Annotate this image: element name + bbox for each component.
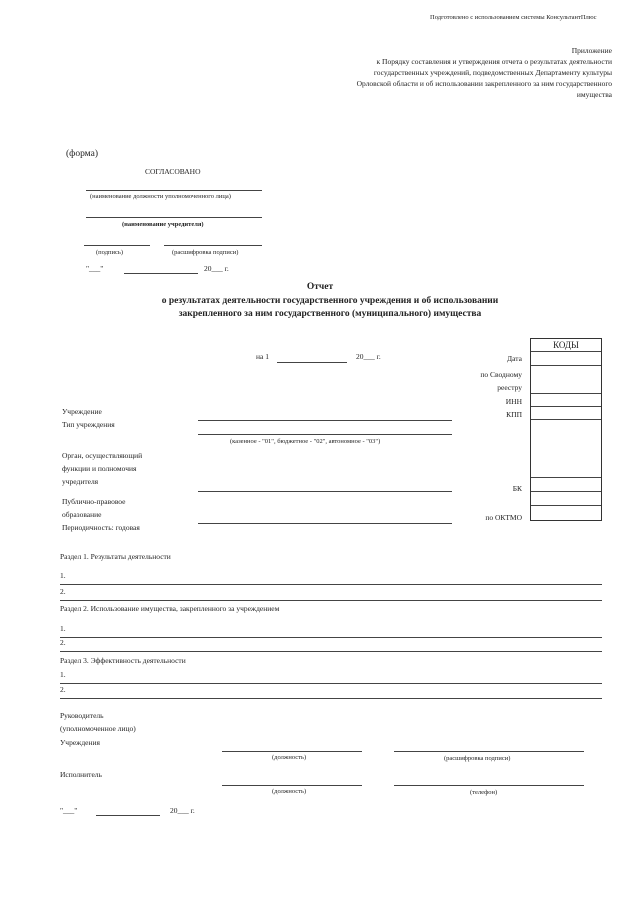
report-date-line [277,362,347,363]
field-organ-1: Орган, осуществляющий [62,451,143,460]
sign-head-2: (уполномоченное лицо) [60,724,136,733]
organ-line[interactable] [198,491,452,492]
agreed-date-quote: "___" [86,264,104,273]
appendix-line-1: к Порядку составления и утверждения отчета о результатах деятельности [376,57,612,66]
head-position-line[interactable] [222,751,362,752]
head-position-hint: (должность) [272,754,307,761]
agreed-date-line [124,273,198,274]
section-3-line-1[interactable] [60,683,602,684]
section-2-title: Раздел 2. Использование имущества, закрепленного за учреждением [60,604,280,613]
type-hint: (казенное - "01", бюджетное - "02", автономное - "03") [230,438,381,445]
code-kpp-cell[interactable] [531,406,601,419]
founder-hint: (наименование учредителя) [122,221,204,228]
field-periodicity: Периодичность: годовая [62,523,140,532]
founder-line [86,217,262,218]
section-2-item-1: 1. [60,624,66,633]
code-organ-cell[interactable] [531,419,601,477]
sign-date-line[interactable] [96,815,160,816]
sign-date-quote: "___" [60,806,78,815]
code-date-cell[interactable] [531,351,601,365]
section-3-line-2[interactable] [60,698,602,699]
code-public-cell[interactable] [531,491,601,505]
report-title: Отчет [306,282,334,292]
codes-table [530,338,602,521]
codes-label-bk: БК [512,484,522,493]
institution-line[interactable] [198,420,452,421]
report-subtitle-1: о результатах деятельности государственного учреждения и об использовании [161,296,499,306]
codes-label-kpp: КПП [506,410,522,419]
field-institution: Учреждение [62,407,102,416]
section-3-item-2: 2. [60,685,66,694]
decode-line [164,245,262,246]
decode-hint: (расшифровка подписи) [172,249,239,256]
form-label: (форма) [66,149,99,159]
report-date-prefix: на 1 [256,352,269,361]
appendix-line-2: государственных учреждений, подведомственных Департаменту культуры [373,68,612,77]
section-1-line-2[interactable] [60,600,602,601]
executor-phone-hint: (телефон) [470,789,498,796]
signature-hint: (подпись) [96,249,123,256]
section-1-item-1: 1. [60,571,66,580]
section-2-line-2[interactable] [60,651,602,652]
agreed-date-year: 20___ г. [204,264,229,273]
report-date-year: 20___ г. [356,352,381,361]
executor-position-line[interactable] [222,785,362,786]
head-decode-hint: (расшифровка подписи) [444,755,511,762]
section-1-line-1[interactable] [60,584,602,585]
sign-date-year: 20___ г. [170,806,195,815]
top-note: Подготовлено с использованием системы КонсультантПлюс [430,14,597,21]
field-type: Тип учреждения [62,420,115,429]
sign-head-1: Руководитель [60,711,104,720]
field-public-1: Публично-правовое [62,497,126,506]
field-organ-3: учредителя [62,477,99,486]
codes-label-date: Дата [507,354,522,363]
report-subtitle-2: закрепленного за ним государственного (муниципального) имущества [178,309,482,319]
section-1-title: Раздел 1. Результаты деятельности [60,552,171,561]
sign-executor: Исполнитель [60,770,102,779]
code-oktmo-cell[interactable] [531,505,601,520]
type-line[interactable] [198,434,452,435]
section-3-title: Раздел 3. Эффективность деятельности [60,656,186,665]
code-bk-cell[interactable] [531,477,601,491]
executor-phone-line[interactable] [394,785,584,786]
executor-position-hint: (должность) [272,788,307,795]
section-3-item-1: 1. [60,670,66,679]
codes-label-inn: ИНН [505,397,522,406]
codes-label-oktmo: по ОКТМО [485,513,522,522]
section-1-item-2: 2. [60,587,66,596]
signature-line [84,245,150,246]
codes-label-registry-2: реестру [497,383,522,392]
field-public-2: образование [62,510,102,519]
position-line [86,190,262,191]
sign-head-3: Учреждения [60,738,100,747]
section-2-line-1[interactable] [60,637,602,638]
appendix-line-3: Орловской области и об использовании закрепленного за ним государственного [356,79,612,88]
appendix-line-4: имущества [576,90,612,99]
codes-header: КОДЫ [553,340,579,350]
codes-label-registry-1: по Сводному [480,370,522,379]
field-organ-2: функции и полномочия [62,464,137,473]
position-hint: (наименование должности уполномоченного лица) [90,193,231,200]
code-registry-cell[interactable] [531,365,601,393]
head-decode-line[interactable] [394,751,584,752]
appendix-title: Приложение [571,46,612,55]
agreed-title: СОГЛАСОВАНО [145,167,201,176]
code-inn-cell[interactable] [531,393,601,406]
public-line[interactable] [198,523,452,524]
section-2-item-2: 2. [60,638,66,647]
